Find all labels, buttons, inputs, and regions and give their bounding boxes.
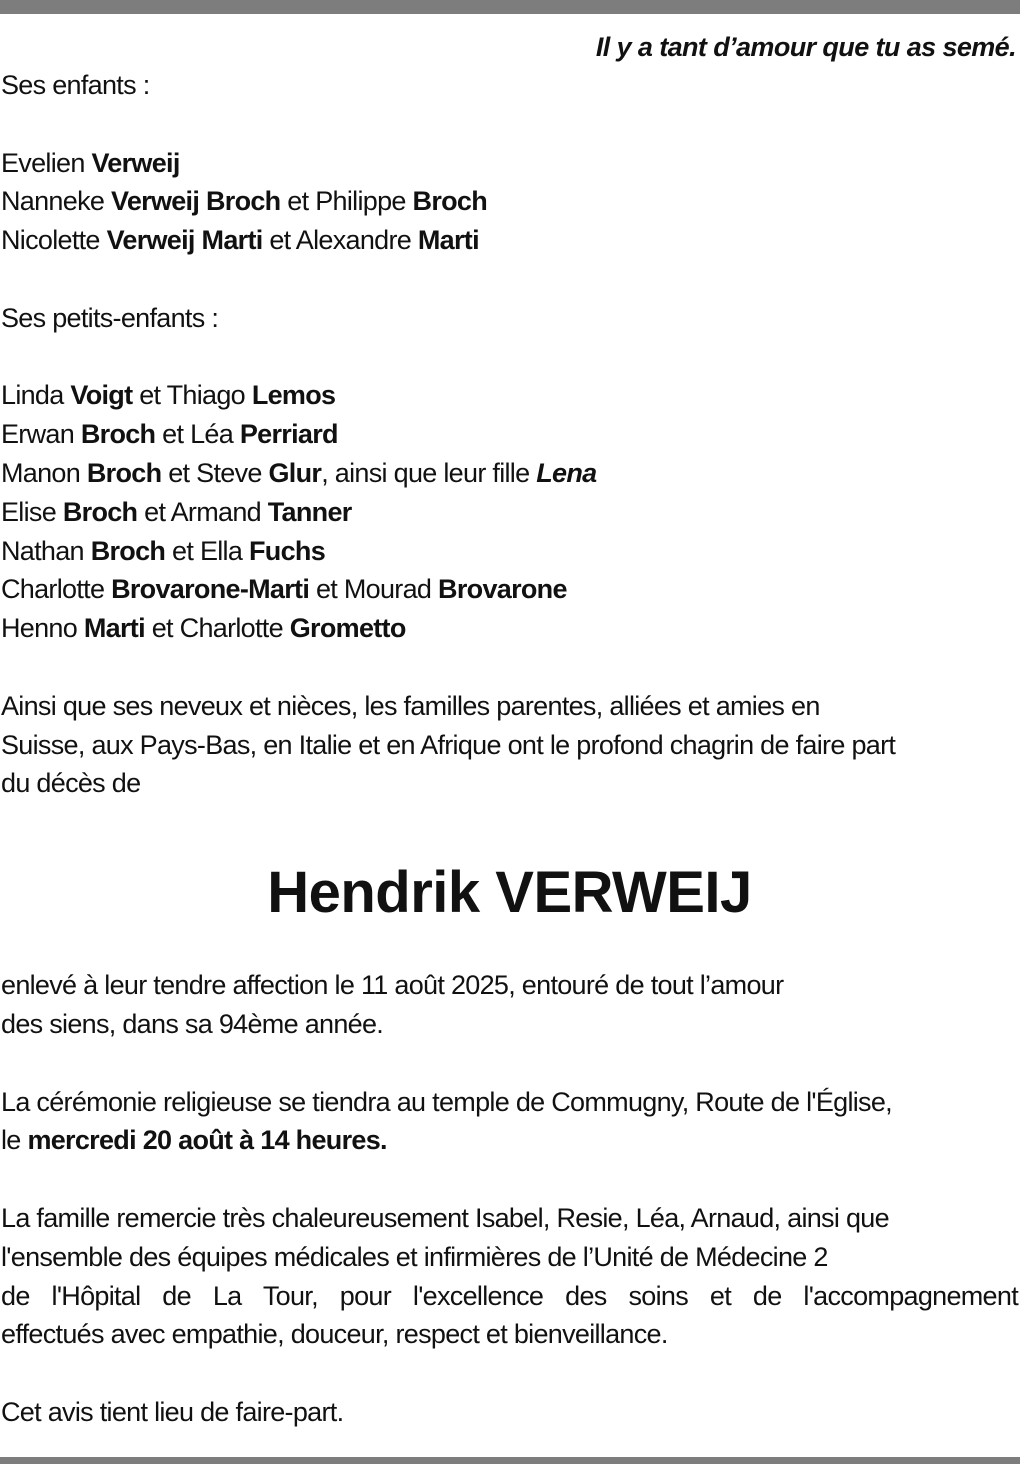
- thanks-line: l'ensemble des équipes médicales et infirmières de l’Unité de Médecine 2: [1, 1241, 828, 1272]
- thanks-line: effectués avec empathie, douceur, respect et bienveillance.: [1, 1319, 668, 1350]
- spacer: [1, 338, 1018, 377]
- spacer: [1, 260, 1018, 299]
- grandchild-line: Manon Broch et Steve Glur, ainsi que leur fille Lena: [1, 457, 597, 488]
- grandchild-line: Nathan Broch et Ella Fuchs: [1, 535, 326, 566]
- ceremony-paragraph: [1, 1083, 1018, 1161]
- grandchildren-list: [1, 376, 1018, 648]
- child-line: Nicolette Verweij Marti et Alexandre Marti: [1, 225, 479, 256]
- announcement-line: du décès de: [1, 768, 141, 799]
- ceremony-line: La cérémonie religieuse se tiendra au temple de Commugny, Route de l'Église,: [1, 1086, 892, 1117]
- ceremony-date: mercredi 20 août à 14 heures.: [27, 1125, 387, 1156]
- passing-paragraph: [1, 966, 1018, 1044]
- grandchild-line: Linda Voigt et Thiago Lemos: [1, 380, 336, 411]
- grandchildren-heading: Ses petits-enfants :: [1, 302, 219, 333]
- closing-note: Cet avis tient lieu de faire-part.: [1, 1396, 344, 1427]
- motto: Il y a tant d’amour que tu as semé.: [595, 32, 1016, 62]
- obituary-notice: [1, 28, 1018, 1432]
- child-line: Evelien Verweij: [1, 147, 180, 178]
- spacer: [1, 1354, 1018, 1393]
- top-rule: [0, 0, 1020, 14]
- announcement-paragraph: [1, 687, 1018, 803]
- spacer: [1, 928, 1018, 966]
- spacer: [1, 648, 1018, 687]
- grandchild-line: Henno Marti et Charlotte Grometto: [1, 613, 406, 644]
- child-line: Nanneke Verweij Broch et Philippe Broch: [1, 186, 488, 217]
- passing-line: enlevé à leur tendre affection le 11 août 2025, entouré de tout l’amour: [1, 970, 784, 1001]
- grandchild-line: Erwan Broch et Léa Perriard: [1, 419, 338, 450]
- deceased-name: Hendrik VERWEIJ: [267, 860, 752, 926]
- children-list: [1, 144, 1018, 260]
- announcement-line: Suisse, aux Pays-Bas, en Italie et en Afrique ont le profond chagrin de faire part: [1, 729, 896, 760]
- thanks-paragraph: [1, 1199, 1018, 1354]
- ceremony-date-line: le mercredi 20 août à 14 heures.: [1, 1125, 387, 1156]
- children-heading: Ses enfants :: [1, 70, 150, 100]
- spacer: [1, 105, 1018, 144]
- grandchild-line: Charlotte Brovarone-Marti et Mourad Brovarone: [1, 574, 567, 605]
- announcement-line: Ainsi que ses neveux et nièces, les familles parentes, alliées et amies en: [1, 690, 820, 721]
- spacer: [1, 1160, 1018, 1199]
- bottom-rule: [0, 1457, 1020, 1464]
- spacer: [1, 803, 1018, 858]
- passing-line: des siens, dans sa 94ème année.: [1, 1008, 384, 1039]
- grandchild-line: Elise Broch et Armand Tanner: [1, 496, 352, 527]
- thanks-line: La famille remercie très chaleureusement Isabel, Resie, Léa, Arnaud, ainsi que: [1, 1202, 889, 1233]
- thanks-line: de l'Hôpital de La Tour, pour l'excellence des soins et de l'accompagnement: [1, 1280, 1018, 1311]
- spacer: [1, 1044, 1018, 1083]
